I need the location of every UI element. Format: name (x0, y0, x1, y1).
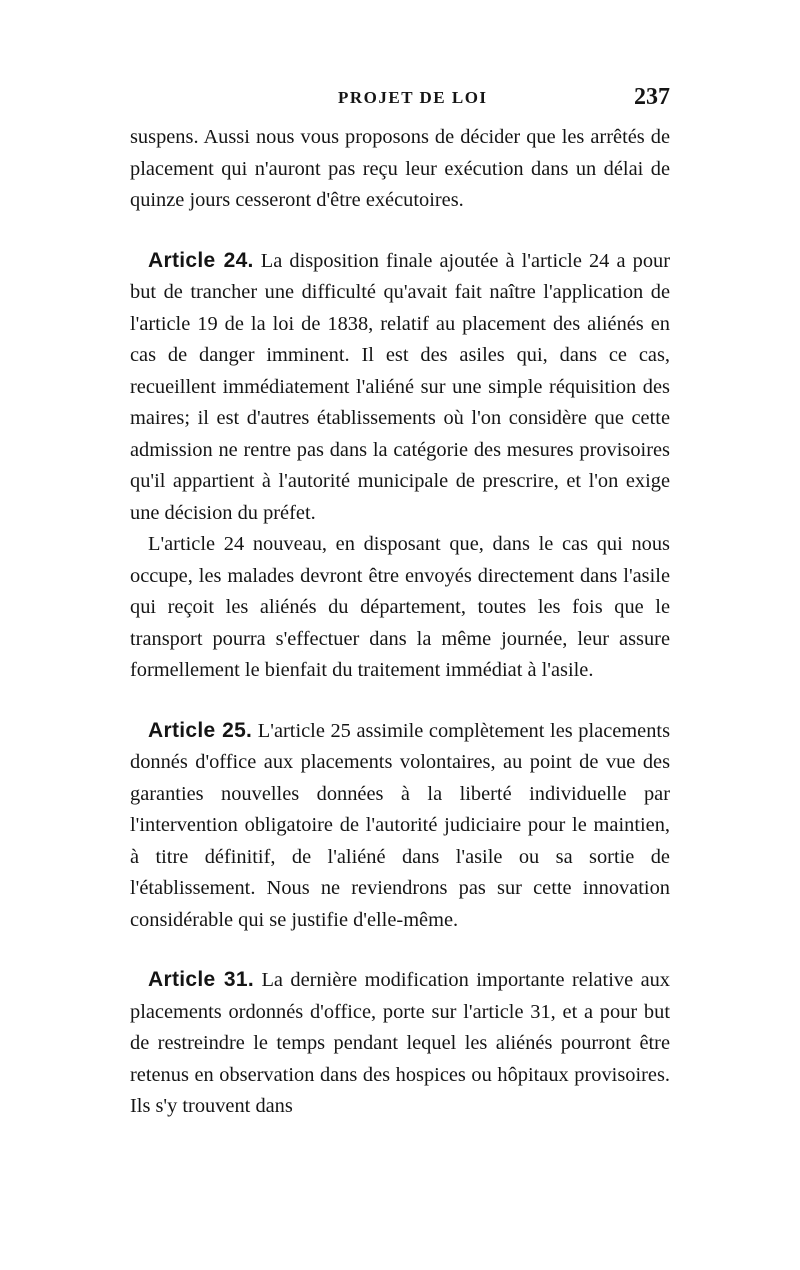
paragraph-text: La dernière modification importante relative aux placements ordonnés d'office, porte sur l'article 31, et a pour but de restreindre le temps pendant lequel les aliénés pourront être retenus en observation dans des hospices ou hôpitaux provisoires. Ils s'y trouvent dans (130, 969, 671, 1117)
paragraph-text: L'article 25 assimile complètement les placements donnés d'office aux placements volontaires, au point de vue des garanties nouvelles données à la liberté individuelle par l'intervention obligatoire de l'autorité judiciaire pour le maintien, à titre définitif, de l'aliéné dans l'asile ou sa sortie de l'établissement. Nous ne reviendrons pas sur cette innovation considérable qui se justifie d'elle-même. (130, 719, 670, 931)
article-label-25: Article 25. (148, 718, 253, 742)
article-label-24: Article 24. (148, 248, 254, 272)
paragraph-text: suspens. Aussi nous vous proposons de décider que les arrêtés de placement qui n'auront pas reçu leur exécution dans un délai de quinze jours cesseront d'être exécutoires. (130, 126, 670, 211)
paragraph-article-24 (130, 245, 670, 530)
running-header (130, 84, 670, 118)
paragraph-article-24-continued (130, 529, 670, 687)
paragraph-article-31 (130, 964, 670, 1123)
page-number: 237 (634, 84, 670, 110)
paragraph-text: L'article 24 nouveau, en disposant que, dans le cas qui nous occupe, les malades devront être envoyés directement dans l'asile qui reçoit les aliénés du département, toutes les fois que le transport pourra s'effectuer dans la même journée, leur assure formellement le bienfait du traitement immédiat à l'asile. (130, 533, 670, 681)
paragraph-article-25 (130, 715, 670, 937)
paragraph-continuation (130, 122, 670, 217)
running-title: PROJET DE LOI (338, 88, 488, 107)
article-label-31: Article 31. (148, 968, 255, 991)
body-text (130, 122, 670, 1123)
paragraph-text: La disposition finale ajoutée à l'article 24 a pour but de trancher une difficulté qu'avait fait naître l'application de l'article 19 de la loi de 1838, relatif au placement des aliénés en cas de danger imminent. Il est des asiles qui, dans ce cas, recueillent immédiatement l'aliéné sur une simple réquisition des maires; il est d'autres établissements où l'on considère que cette admission ne rentre pas dans la catégorie des mesures provisoires qu'il appartient à l'autorité municipale de prescrire, et l'on exige une décision du préfet. (130, 249, 670, 524)
